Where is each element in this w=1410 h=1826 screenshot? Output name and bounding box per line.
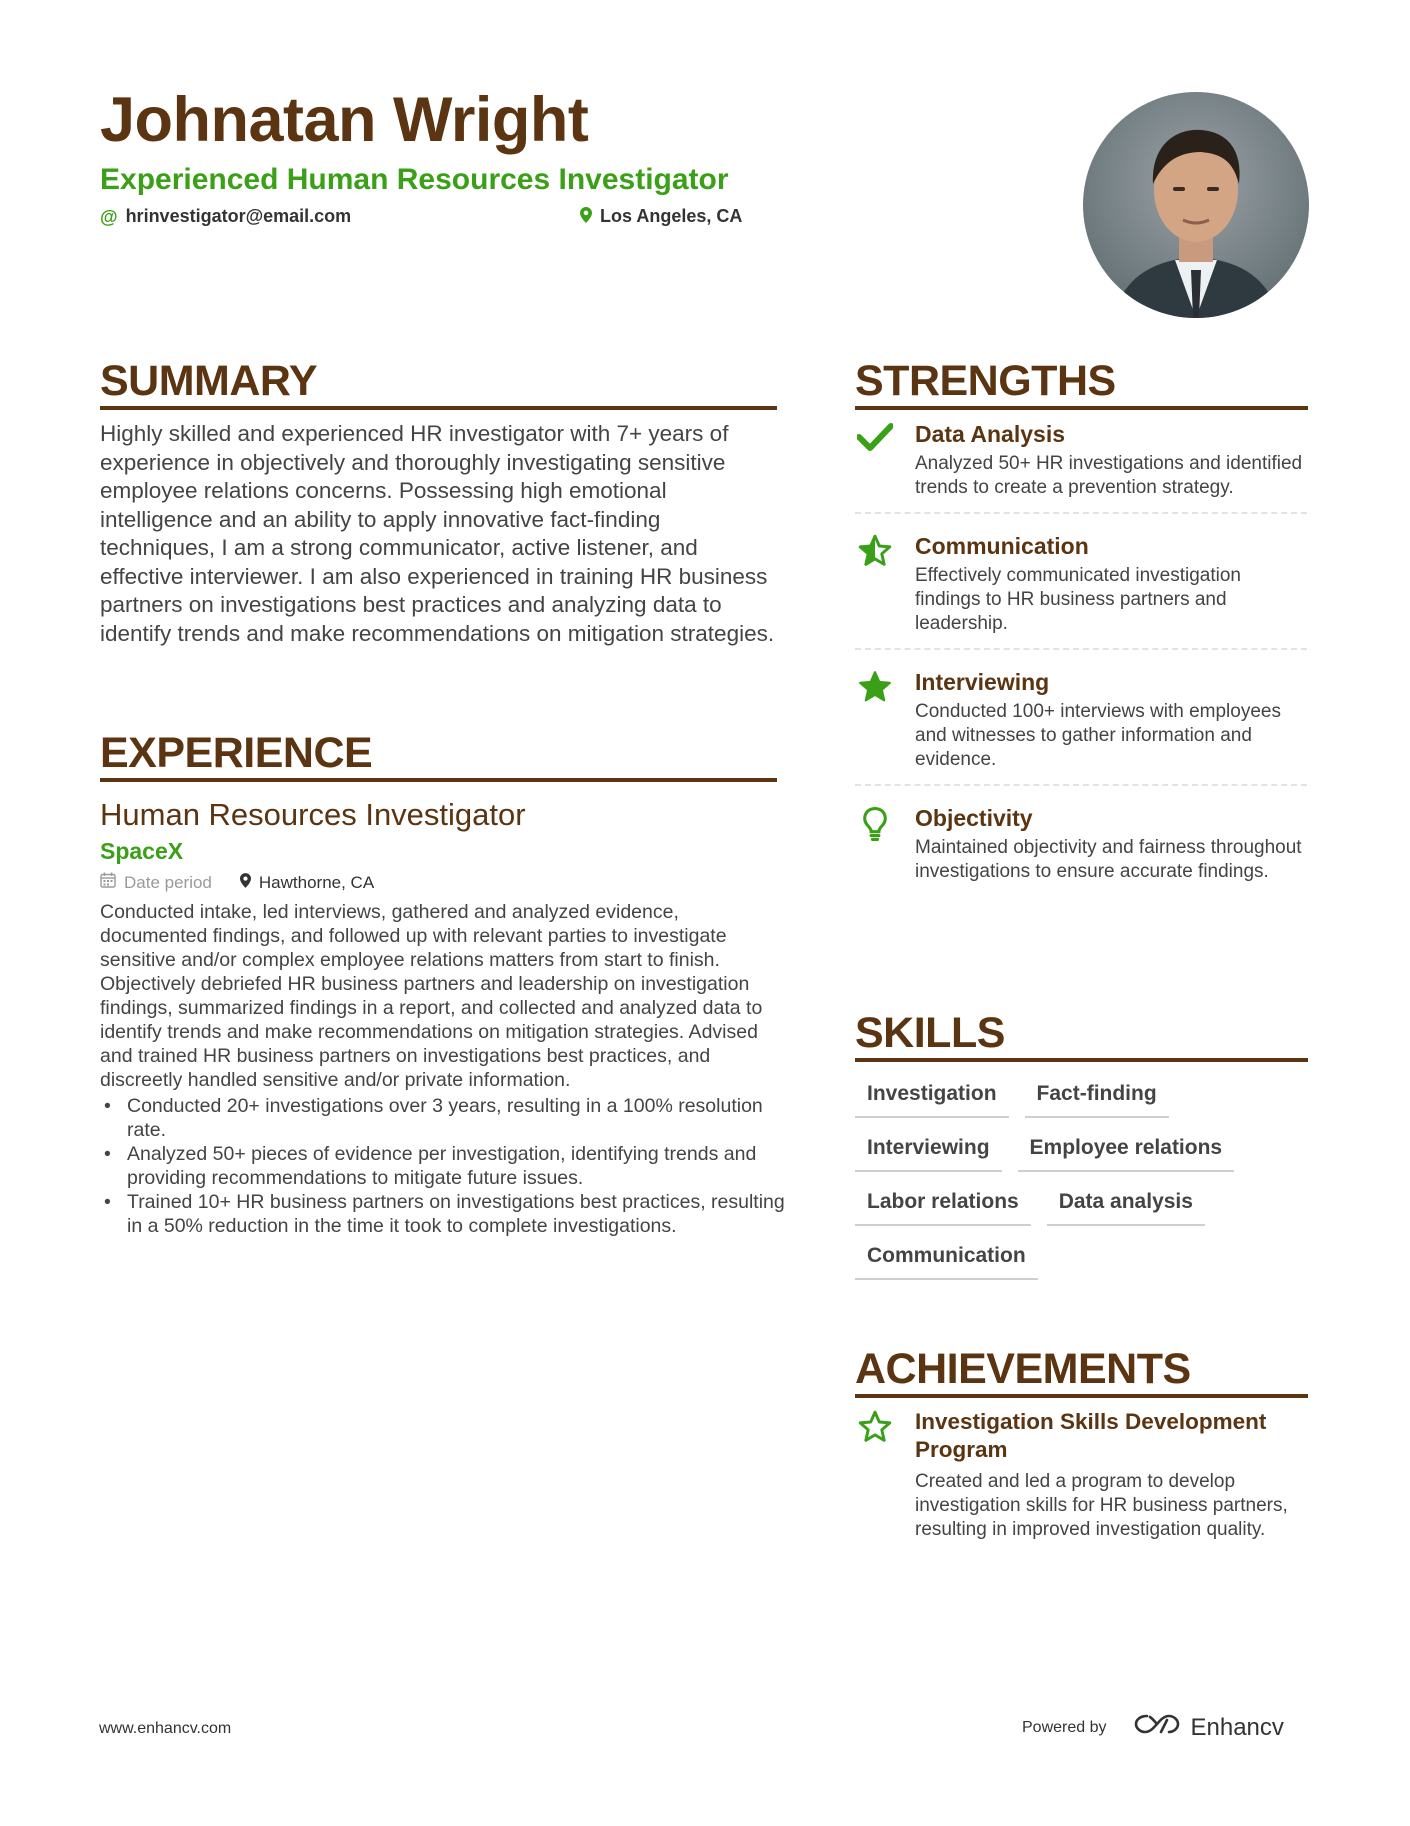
strength-description: Analyzed 50+ HR investigations and identified trends to create a prevention strategy. [915,453,1303,498]
skill-tag: Data analysis [1047,1184,1205,1226]
enhancv-logo-icon [1133,1712,1181,1743]
achievement-description: Created and led a program to develop investigation skills for HR business partners, resulting in improved investigation quality. [915,1471,1288,1540]
strength-item [855,666,1307,786]
at-icon: @ [100,206,118,227]
profile-photo [1083,92,1309,318]
strength-description: Effectively communicated investigation findings to HR business partners and leadership. [915,565,1241,634]
job-title: Human Resources Investigator [100,797,526,832]
resume-header [100,84,980,230]
strength-item [855,530,1307,650]
footer-branding[interactable] [1022,1712,1284,1743]
skill-row [855,1184,1315,1226]
skill-row [855,1076,1315,1118]
skills-heading: SKILLS [855,1008,1308,1062]
job-period [100,872,212,894]
skill-tag: Labor relations [855,1184,1031,1226]
contact-location [580,206,742,227]
job-meta [100,872,790,894]
job-bullets [100,1094,790,1238]
brand-name: Enhancv [1190,1713,1284,1741]
strength-title: Interviewing [915,669,1050,695]
location-pin-icon [240,872,251,894]
brand-logo [1133,1712,1284,1743]
job-location [240,872,374,894]
contact-row [100,206,980,230]
strengths-list [855,418,1307,912]
calendar-icon [100,872,116,894]
strengths-heading: STRENGTHS [855,356,1308,410]
achievement-item [855,1408,1307,1542]
experience-entry [100,796,790,1238]
achievements-heading: ACHIEVEMENTS [855,1344,1308,1398]
achievement-title: Investigation Skills Development Program [915,1409,1267,1462]
summary-heading: SUMMARY [100,356,777,410]
company-name: SpaceX [100,838,184,864]
skill-tag: Employee relations [1018,1130,1235,1172]
powered-by-text: Powered by [1022,1718,1107,1736]
skill-row [855,1238,1315,1280]
contact-email[interactable] [100,206,351,227]
job-location-text: Hawthorne, CA [258,873,375,892]
list-item: • Conducted 20+ investigations over 3 years, resulting in a 100% resolution rate. [100,1094,790,1142]
skill-tag: Fact-finding [1025,1076,1169,1118]
location-pin-icon [580,207,592,227]
strength-title: Data Analysis [915,421,1065,447]
footer-website[interactable]: www.enhancv.com [99,1720,232,1737]
star-outline-icon [855,1410,895,1446]
skill-row [855,1130,1315,1172]
skill-tag: Interviewing [855,1130,1002,1172]
experience-heading: EXPERIENCE [100,728,777,782]
strength-title: Objectivity [915,805,1033,831]
list-item: • Trained 10+ HR business partners on investigations best practices, resulting in a 50% reduction in the time it took to complete investigations. [100,1190,790,1238]
period-text: Date period [124,873,212,892]
lightbulb-icon [855,806,895,842]
summary-text: Highly skilled and experienced HR investigator with 7+ years of experience in objectively and thoroughly investigating sensitive employee relations concerns. Possessing high emotional intelligence and an ability to apply innovative fact-finding techniques, I am a strong communicator, active listener, and effective interviewer. I am also experienced in training HR business partners on investigations best practices and analyzing data to identify trends and make recommendations on mitigation strategies. [100,421,775,646]
location-text: Los Angeles, CA [600,206,743,226]
email-text: hrinvestigator@email.com [125,206,352,226]
candidate-title: Experienced Human Resources Investigator [100,163,729,196]
strength-title: Communication [915,533,1089,559]
skill-tag: Communication [855,1238,1038,1280]
strength-item [855,418,1307,514]
skill-tag: Investigation [855,1076,1009,1118]
half-star-icon [855,534,895,570]
skills-list [855,1076,1315,1292]
strength-description: Conducted 100+ interviews with employees and witnesses to gather information and evidence. [915,701,1281,770]
job-description: Conducted intake, led interviews, gathered and analyzed evidence, documented findings, and followed up with relevant parties to investigate sensitive and/or complex employee relations matters from start to finish. Objectively debriefed HR business partners and leadership on investigation findings, summarized findings in a report, and collected and analyzed data to identify trends and make recommendations on mitigation strategies. Advised and trained HR business partners on investigations best practices, and discreetly handled sensitive and/or private information. [100,901,763,1091]
star-icon [855,670,895,706]
list-item: • Analyzed 50+ pieces of evidence per investigation, identifying trends and providing recommendations to mitigate future issues. [100,1142,790,1190]
strength-description: Maintained objectivity and fairness throughout investigations to ensure accurate findings. [915,837,1302,882]
candidate-name: Johnatan Wright [100,85,589,155]
check-icon [855,422,895,458]
strength-item [855,802,1307,896]
